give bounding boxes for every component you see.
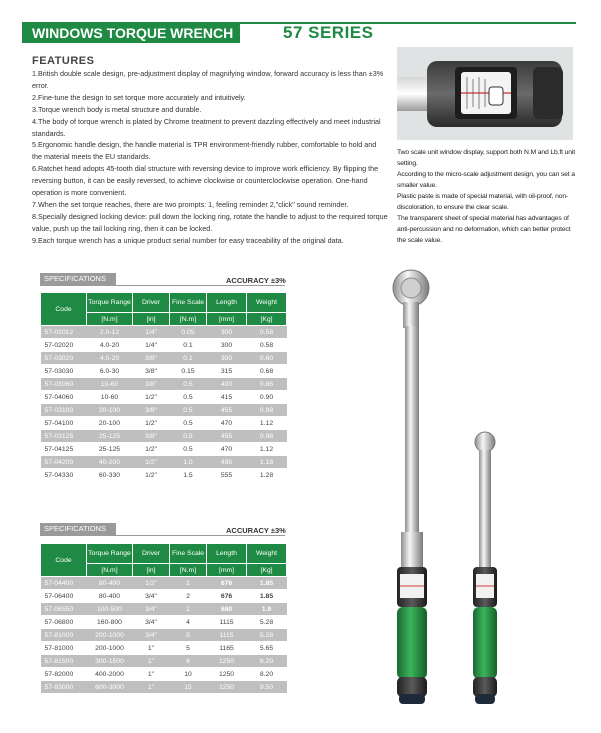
- table-cell: 1115: [207, 629, 247, 642]
- feature-item: 2.Fine-tune the design to set torque more accurately and intuitively.: [32, 92, 246, 102]
- table-cell: 10-60: [87, 391, 133, 404]
- table-row: [41, 668, 287, 681]
- unit-fine-scale: [N.m]: [170, 313, 207, 326]
- table-cell: 300: [207, 352, 247, 365]
- unit-torque: [N.m]: [87, 564, 133, 577]
- table-cell: 1/2": [133, 443, 170, 456]
- header-fine-scale: Fine Scale: [170, 293, 207, 313]
- table-row: [41, 326, 287, 339]
- table-cell: 0.5: [170, 404, 207, 417]
- scale-window-illustration: [397, 47, 573, 140]
- header-torque-range: Torque Range: [87, 293, 133, 313]
- table-cell: 60-330: [87, 469, 133, 482]
- table-cell: 3/8": [133, 365, 170, 378]
- table-cell: 1250: [207, 655, 247, 668]
- unit-torque: [N.m]: [87, 313, 133, 326]
- table-row: [41, 443, 287, 456]
- table-cell: 57-82000: [41, 668, 87, 681]
- table-cell: 80-400: [87, 577, 133, 590]
- table-cell: 57-81000: [41, 629, 87, 642]
- table-row: [41, 590, 287, 603]
- features-heading: FEATURES: [32, 55, 95, 67]
- table-cell: 1.5: [170, 469, 207, 482]
- table-cell: 1250: [207, 681, 247, 694]
- table-cell: 1250: [207, 668, 247, 681]
- table-cell: 1": [133, 681, 170, 694]
- table-row: [41, 616, 287, 629]
- table-cell: 1/2": [133, 469, 170, 482]
- table-cell: 0.98: [247, 404, 287, 417]
- header-weight: Weight: [247, 293, 287, 313]
- table-row: [41, 352, 287, 365]
- table-cell: 57-06800: [41, 616, 87, 629]
- header-torque-range: Torque Range: [87, 544, 133, 564]
- table-cell: 470: [207, 443, 247, 456]
- table-cell: 1/2": [133, 577, 170, 590]
- table-cell: 9.50: [247, 681, 287, 694]
- table-cell: 57-04330: [41, 469, 87, 482]
- table-row: [41, 629, 287, 642]
- table-cell: 1.28: [247, 469, 287, 482]
- table-row: [41, 365, 287, 378]
- feature-item: 7.When the set torque reaches, there are two prompts: 1, feeling reminder 2,"click" sound reminder.: [32, 199, 349, 209]
- table-cell: 80-400: [87, 590, 133, 603]
- table-cell: 3/8": [133, 404, 170, 417]
- table-cell: 8.20: [247, 655, 287, 668]
- table-cell: 1/2": [133, 417, 170, 430]
- table-cell: 0.58: [247, 339, 287, 352]
- table-cell: 15: [170, 681, 207, 694]
- spec-tab-2: SPECIFICATIONS: [40, 523, 116, 535]
- table-cell: 3/4": [133, 590, 170, 603]
- table-cell: 1.9: [247, 603, 287, 616]
- table-cell: 1/4": [133, 326, 170, 339]
- table-cell: 470: [207, 417, 247, 430]
- table-cell: 57-03020: [41, 352, 87, 365]
- table-cell: 57-83000: [41, 681, 87, 694]
- feature-item: 9.Each torque wrench has a unique product serial number for easy traceability of the original data.: [32, 235, 344, 245]
- series-title: 57 SERIES: [283, 23, 374, 42]
- table-cell: 4.0-20: [87, 339, 133, 352]
- table-cell: 57-06400: [41, 590, 87, 603]
- table-cell: 25-125: [87, 430, 133, 443]
- spec-rule-1: [40, 285, 285, 286]
- table-cell: 400-2000: [87, 668, 133, 681]
- accuracy-label-1: ACCURACY ±3%: [226, 276, 286, 285]
- table-cell: 57-04060: [41, 391, 87, 404]
- feature-item: 3.Torque wrench body is metal structure and durable.: [32, 104, 202, 114]
- table-cell: 3/4": [133, 616, 170, 629]
- table-cell: 1": [133, 655, 170, 668]
- table-cell: 1.85: [247, 577, 287, 590]
- table-cell: 57-02012: [41, 326, 87, 339]
- table-cell: 1.12: [247, 443, 287, 456]
- table-row: [41, 681, 287, 694]
- table-row: [41, 655, 287, 668]
- table-cell: 0.98: [247, 430, 287, 443]
- unit-driver: [in]: [133, 564, 170, 577]
- table-cell: 3/8": [133, 378, 170, 391]
- table-cell: 0.86: [247, 378, 287, 391]
- table-cell: 0.60: [247, 352, 287, 365]
- table-cell: 160-800: [87, 616, 133, 629]
- table-cell: 1165: [207, 642, 247, 655]
- unit-driver: [in]: [133, 313, 170, 326]
- table-cell: 3/8": [133, 352, 170, 365]
- spec-table-1-body: [41, 326, 287, 482]
- table-cell: 3/8": [133, 430, 170, 443]
- table-cell: 57-81000: [41, 642, 87, 655]
- table-cell: 5: [170, 642, 207, 655]
- table-cell: 455: [207, 404, 247, 417]
- accuracy-label-2: ACCURACY ±3%: [226, 526, 286, 535]
- table-cell: 680: [207, 603, 247, 616]
- table-cell: 0.05: [170, 326, 207, 339]
- table-row: [41, 417, 287, 430]
- table-cell: 300: [207, 326, 247, 339]
- note-item: The transparent sheet of special material has advantages of anti-percussion and no deformation, which can better protect the scale value.: [397, 215, 571, 244]
- table-cell: 5.65: [247, 642, 287, 655]
- table-cell: 1.0: [170, 456, 207, 469]
- table-row: [41, 430, 287, 443]
- table-cell: 57-03030: [41, 365, 87, 378]
- table-cell: 2.0-12: [87, 326, 133, 339]
- table-cell: 415: [207, 391, 247, 404]
- feature-item: 5.Ergonomic handle design, the handle material is TPR environment-friendly rubber, comfortable to hold and the material meets the EU standards.: [32, 140, 377, 162]
- unit-weight: [Kg]: [247, 313, 287, 326]
- table-cell: 5: [170, 629, 207, 642]
- table-cell: 20-100: [87, 417, 133, 430]
- table-row: [41, 456, 287, 469]
- table-cell: 676: [207, 590, 247, 603]
- table-cell: 57-03125: [41, 430, 87, 443]
- header-length: Length: [207, 293, 247, 313]
- table-cell: 3/4": [133, 603, 170, 616]
- table-cell: 5.28: [247, 616, 287, 629]
- spec-table-2: [40, 543, 287, 694]
- table-cell: 1/4": [133, 339, 170, 352]
- unit-fine-scale: [N.m]: [170, 564, 207, 577]
- table-cell: 57-06550: [41, 603, 87, 616]
- unit-length: [mm]: [207, 313, 247, 326]
- table-cell: 6.0-30: [87, 365, 133, 378]
- table-cell: 57-81500: [41, 655, 87, 668]
- table-cell: 1.12: [247, 417, 287, 430]
- table-cell: 0.68: [247, 365, 287, 378]
- table-cell: 20-100: [87, 404, 133, 417]
- table-cell: 3/4": [133, 629, 170, 642]
- table-cell: 10: [170, 668, 207, 681]
- table-cell: 300-1500: [87, 655, 133, 668]
- table-cell: 315: [207, 365, 247, 378]
- header-code: Code: [41, 293, 87, 326]
- table-cell: 4: [170, 616, 207, 629]
- table-cell: 8.20: [247, 668, 287, 681]
- features-list: [32, 68, 388, 247]
- table-cell: 1.85: [247, 590, 287, 603]
- table-cell: 600-3000: [87, 681, 133, 694]
- table-cell: 0.15: [170, 365, 207, 378]
- table-cell: 1/2": [133, 391, 170, 404]
- table-cell: 0.1: [170, 339, 207, 352]
- table-cell: 57-02020: [41, 339, 87, 352]
- header-length: Length: [207, 544, 247, 564]
- table-cell: 57-03060: [41, 378, 87, 391]
- scale-window-photo: [397, 47, 573, 140]
- note-item: According to the micro-scale adjustment design, you can set a smaller value.: [397, 171, 575, 189]
- table-cell: 10-60: [87, 378, 133, 391]
- note-item: Plastic paste is made of special material, with oil-proof, non-discoloration, to ensure the clear scale.: [397, 193, 569, 211]
- table-cell: 495: [207, 456, 247, 469]
- header-driver: Driver: [133, 293, 170, 313]
- header-code: Code: [41, 544, 87, 577]
- table-row: [41, 577, 287, 590]
- table-cell: 25-125: [87, 443, 133, 456]
- note-item: Two scale unit window display, support both N.M and Lb.ft unit setting.: [397, 149, 575, 167]
- table-row: [41, 339, 287, 352]
- page-title: WINDOWS TORQUE WRENCH: [22, 23, 240, 43]
- spec-rule-2: [40, 535, 285, 536]
- table-cell: 0.5: [170, 417, 207, 430]
- feature-item: 1.British double scale design, pre-adjustment display of magnifying window, forward accuracy is less than ±3% error.: [32, 69, 384, 90]
- table-cell: 1115: [207, 616, 247, 629]
- feature-notes: [397, 147, 579, 246]
- table-cell: 555: [207, 469, 247, 482]
- header-fine-scale: Fine Scale: [170, 544, 207, 564]
- table-cell: 40-200: [87, 456, 133, 469]
- table-cell: 57-04400: [41, 577, 87, 590]
- table-cell: 5.28: [247, 629, 287, 642]
- feature-item: 8.Specially designed locking device: pull down the locking ring, rotate the handle to adjust to the required torque value, push up the tail locking ring, then it can be locked.: [32, 211, 388, 233]
- table-cell: 0.5: [170, 443, 207, 456]
- table-cell: 200-1000: [87, 629, 133, 642]
- spec-tab-1: SPECIFICATIONS: [40, 273, 116, 285]
- feature-item: 4.The body of torque wrench is plated by Chrome treatment to prevent dazzling effectively and meet industrial standards.: [32, 116, 381, 138]
- table-row: [41, 404, 287, 417]
- header-driver: Driver: [133, 544, 170, 564]
- feature-item: 6.Ratchet head adopts 45-tooth dial structure with reversing device to improve work efficiency. By flipping the reversing button, it can be easily reversed, to achieve clockwise or counterclockwise operation. One-hand operation is more convenient.: [32, 164, 379, 198]
- table-cell: 0.5: [170, 430, 207, 443]
- table-cell: 57-03100: [41, 404, 87, 417]
- spec-table-2-body: [41, 577, 287, 694]
- table-cell: 2: [170, 577, 207, 590]
- table-row: [41, 642, 287, 655]
- table-cell: 0.5: [170, 378, 207, 391]
- table-cell: 6: [170, 655, 207, 668]
- table-row: [41, 469, 287, 482]
- table-cell: 1/2": [133, 456, 170, 469]
- table-cell: 455: [207, 430, 247, 443]
- table-cell: 4.0-20: [87, 352, 133, 365]
- table-row: [41, 391, 287, 404]
- table-cell: 0.90: [247, 391, 287, 404]
- unit-length: [mm]: [207, 564, 247, 577]
- header-weight: Weight: [247, 544, 287, 564]
- spec-table-1: [40, 292, 287, 482]
- table-cell: 676: [207, 577, 247, 590]
- table-cell: 400: [207, 378, 247, 391]
- table-cell: 0.1: [170, 352, 207, 365]
- table-cell: 2: [170, 603, 207, 616]
- table-cell: 1": [133, 668, 170, 681]
- table-cell: 2: [170, 590, 207, 603]
- table-cell: 0.5: [170, 391, 207, 404]
- table-cell: 100-500: [87, 603, 133, 616]
- table-cell: 1.18: [247, 456, 287, 469]
- table-cell: 0.58: [247, 326, 287, 339]
- table-cell: 300: [207, 339, 247, 352]
- table-cell: 200-1000: [87, 642, 133, 655]
- table-cell: 57-04100: [41, 417, 87, 430]
- table-row: [41, 603, 287, 616]
- torque-wrench-image-large: [385, 262, 505, 722]
- unit-weight: [Kg]: [247, 564, 287, 577]
- table-cell: 57-04125: [41, 443, 87, 456]
- table-cell: 1": [133, 642, 170, 655]
- table-row: [41, 378, 287, 391]
- table-cell: 57-04200: [41, 456, 87, 469]
